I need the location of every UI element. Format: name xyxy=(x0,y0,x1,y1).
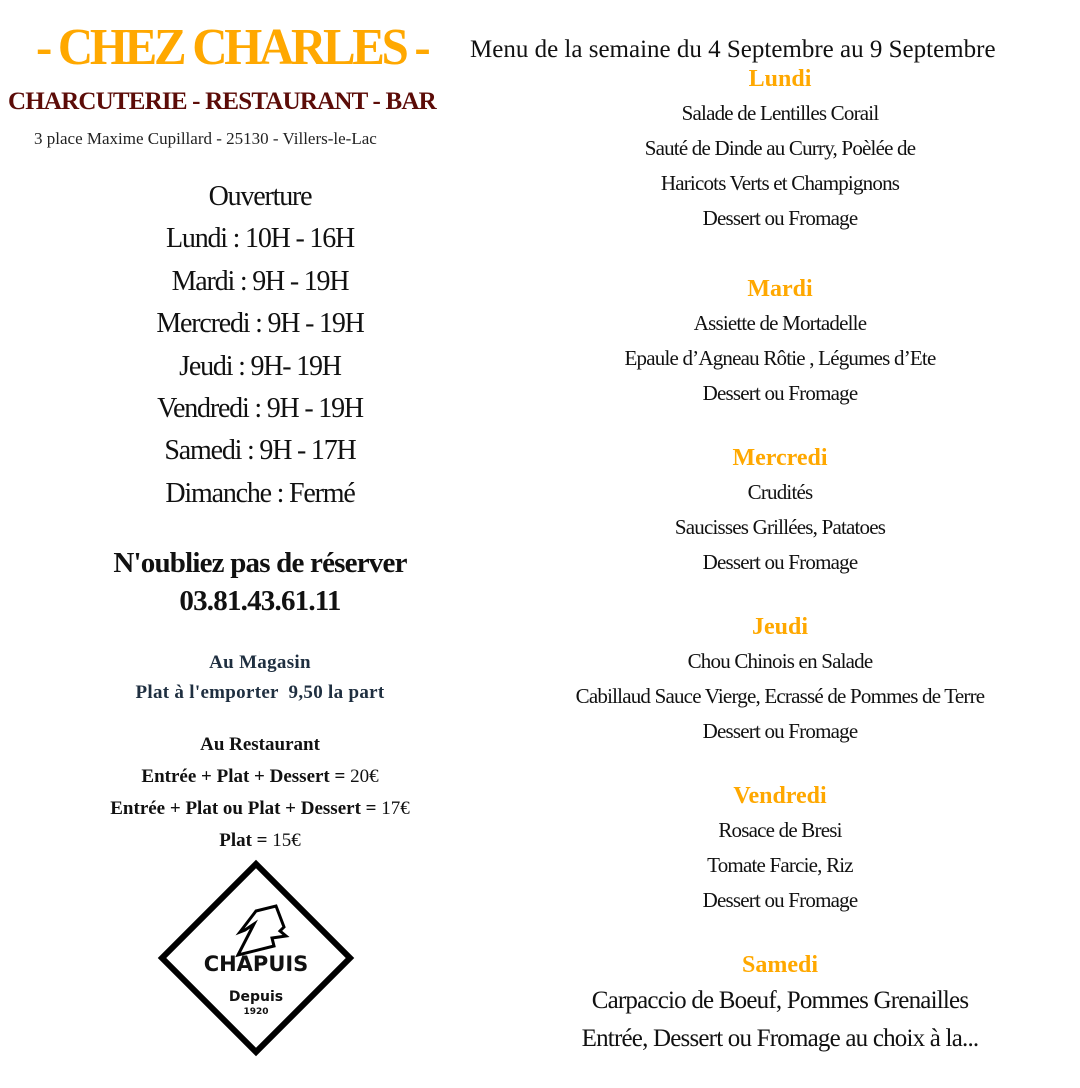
opening-row: Vendredi : 9H - 19H xyxy=(157,393,363,425)
formula-row xyxy=(40,825,480,857)
formula-row xyxy=(40,761,480,793)
dish: Rosace de Bresi xyxy=(718,818,842,842)
magasin-offer: Plat à l'emporter 9,50 la part xyxy=(135,682,385,703)
opening-row: Lundi : 10H - 16H xyxy=(165,223,355,255)
dish: Dessert ou Fromage xyxy=(702,206,858,230)
reservation-block xyxy=(60,544,460,620)
dish: Crudités xyxy=(747,480,813,504)
opening-row: Dimanche : Fermé xyxy=(165,477,355,509)
dish: Dessert ou Fromage xyxy=(702,719,858,743)
restaurant-title: - CHEZ CHARLES - xyxy=(36,19,428,76)
dish: Entrée, Dessert ou Fromage au choix à la... xyxy=(581,1025,979,1052)
phone-number: 03.81.43.61.11 xyxy=(179,585,341,617)
dish: Chou Chinois en Salade xyxy=(687,649,873,673)
address: 3 place Maxime Cupillard - 25130 - Villers-le-Lac xyxy=(34,129,377,148)
menu-day-lundi xyxy=(520,62,1040,236)
day-name: Mercredi xyxy=(732,445,828,471)
opening-row: Jeudi : 9H- 19H xyxy=(179,350,341,382)
dish: Dessert ou Fromage xyxy=(702,381,858,405)
opening-row: Mercredi : 9H - 19H xyxy=(156,308,364,340)
menu-day-mardi xyxy=(520,272,1040,411)
restaurant-subtitle: CHARCUTERIE - RESTAURANT - BAR xyxy=(8,88,436,115)
formula-price: 17€ xyxy=(381,798,410,819)
dish: Dessert ou Fromage xyxy=(702,550,858,574)
restaurant-heading: Au Restaurant xyxy=(200,734,320,755)
week-label: Menu de la semaine du 4 Septembre au 9 Septembre xyxy=(470,36,996,63)
menu-day-mercredi xyxy=(520,441,1040,580)
day-name: Samedi xyxy=(741,952,818,978)
dish: Assiette de Mortadelle xyxy=(693,311,867,335)
logo-year: 1920 xyxy=(243,1007,269,1017)
dish: Haricots Verts et Champignons xyxy=(660,171,900,195)
formula-price: 15€ xyxy=(272,830,301,851)
dish: Cabillaud Sauce Vierge, Ecrassé de Pommes de Terre xyxy=(575,684,985,708)
weekly-menu xyxy=(520,62,1040,1088)
menu-day-samedi xyxy=(520,948,1040,1058)
formula-label: Plat = xyxy=(219,830,273,851)
opening-hours xyxy=(60,176,460,515)
dish: Tomate Farcie, Riz xyxy=(707,853,853,877)
formula-label: Entrée + Plat ou Plat + Dessert = xyxy=(110,798,382,819)
formula-label: Entrée + Plat + Dessert = xyxy=(141,766,351,787)
logo-name: CHAPUIS xyxy=(203,952,309,976)
chapuis-logo xyxy=(156,858,356,1058)
formula-price: 20€ xyxy=(350,766,379,787)
opening-heading: Ouverture xyxy=(208,181,312,212)
menu-day-jeudi xyxy=(520,610,1040,749)
day-name: Mardi xyxy=(747,276,813,302)
menu-day-vendredi xyxy=(520,779,1040,918)
opening-row: Mardi : 9H - 19H xyxy=(171,265,349,297)
dish: Salade de Lentilles Corail xyxy=(681,101,879,125)
restaurant-block xyxy=(40,729,480,857)
day-name: Vendredi xyxy=(733,783,827,809)
reservation-text: N'oubliez pas de réserver xyxy=(113,547,407,579)
day-name: Lundi xyxy=(748,66,812,92)
dish: Dessert ou Fromage xyxy=(702,888,858,912)
day-name: Jeudi xyxy=(751,614,808,640)
magasin-block xyxy=(40,648,480,708)
dish: Sauté de Dinde au Curry, Poèlée de xyxy=(644,136,916,160)
opening-row: Samedi : 9H - 17H xyxy=(164,435,356,467)
dish: Carpaccio de Boeuf, Pommes Grenailles xyxy=(591,987,969,1014)
dish: Epaule d’Agneau Rôtie , Légumes d’Ete xyxy=(624,346,936,370)
magasin-heading: Au Magasin xyxy=(209,652,311,673)
logo-since: Depuis xyxy=(228,989,284,1005)
formula-row xyxy=(40,793,480,825)
dish: Saucisses Grillées, Patatoes xyxy=(674,515,886,539)
